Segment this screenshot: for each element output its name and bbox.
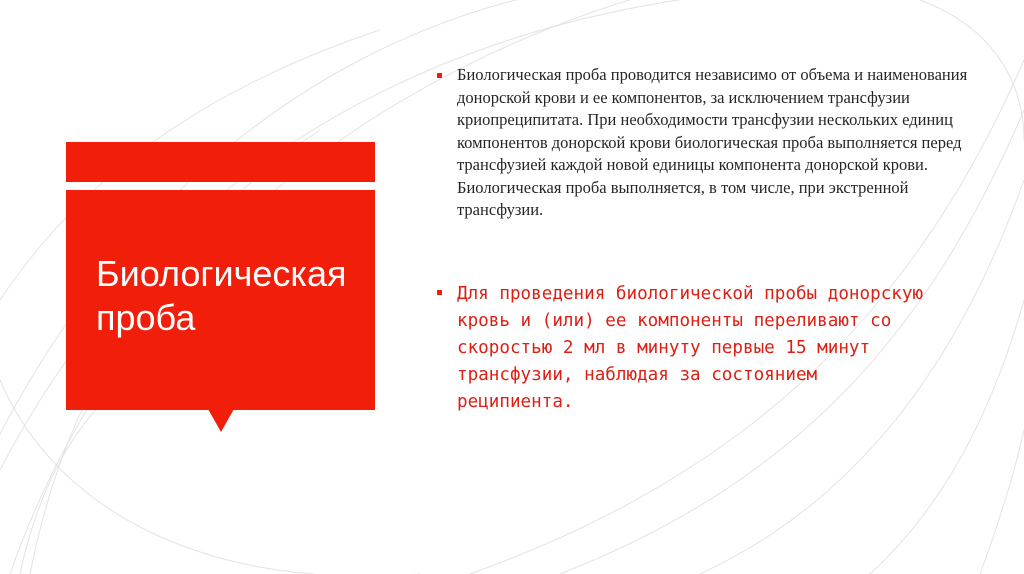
bullet-item-highlight (437, 281, 937, 416)
bullet-marker (437, 73, 442, 78)
bullet-item (437, 64, 977, 222)
bullet-text: Для проведения биологической пробы донорскую кровь и (или) ее компоненты переливают со скоростью 2 мл в минуту первые 15 минут трансфузии, наблюдая за состоянием реципиента. (457, 284, 924, 412)
bullet-marker (437, 290, 442, 295)
slide-title: Биологическая проба (96, 253, 347, 338)
title-pointer (208, 409, 234, 432)
bullet-text: Биологическая проба проводится независимо от объема и наименования донорской крови и ее компонентов, за исключением трансфузии криопреципитата. При необходимости трансфузии нескольких единиц компонентов донорской крови биологическая проба выполняется перед трансфузией каждой новой единицы компонента донорской крови. Биологическая проба выполняется, в том числе, при экстренной трансфузии. (457, 65, 968, 219)
background-curve (980, 430, 1024, 574)
title-accent-strip (66, 142, 375, 182)
